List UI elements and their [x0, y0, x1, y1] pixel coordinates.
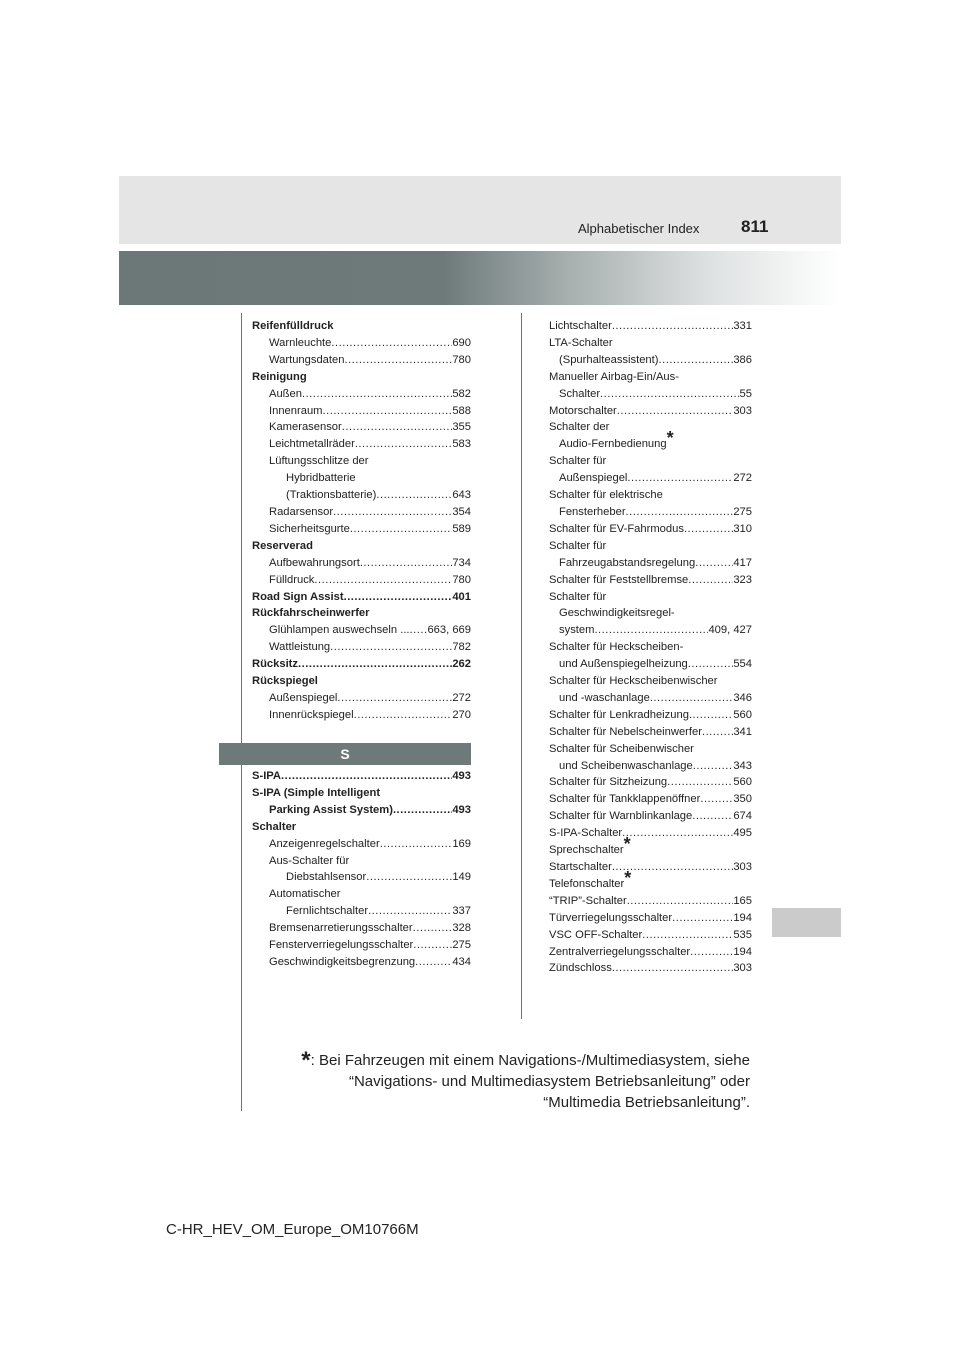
index-entry [252, 521, 471, 538]
index-heading: Reinigung [252, 370, 307, 383]
index-entry [549, 555, 752, 572]
entry-label: Außenspiegel [559, 472, 628, 485]
footnote [260, 1047, 750, 1113]
dot-leader [355, 436, 453, 453]
entry-page-number: 169 [452, 837, 471, 850]
dot-leader [700, 791, 733, 808]
index-entry [252, 954, 471, 971]
entry-page-number: 275 [452, 939, 471, 952]
dot-leader [688, 572, 733, 589]
index-entry [549, 808, 752, 825]
index-entry [252, 937, 471, 954]
entry-label: Innenraum [269, 404, 323, 417]
entry-label: (Spurhalteassistent) [559, 353, 659, 366]
entry-label: Diebstahlsensor [286, 871, 367, 884]
dot-leader [337, 690, 452, 707]
dot-leader [622, 825, 733, 842]
dot-leader [642, 927, 733, 944]
index-entry [252, 555, 471, 572]
entry-label: Road Sign Assist [252, 590, 344, 603]
dot-leader [323, 403, 453, 420]
dot-leader [612, 318, 734, 335]
dot-leader [368, 903, 452, 920]
index-entry [549, 470, 752, 487]
index-line: LTA-Schalter [549, 336, 613, 349]
header-band [119, 176, 841, 244]
index-entry [252, 690, 471, 707]
entry-page-number: 270 [452, 708, 471, 721]
dot-leader [393, 802, 452, 819]
entry-page-number: 337 [452, 905, 471, 918]
index-entry [252, 920, 471, 937]
entry-page-number: 343 [733, 759, 752, 772]
entry-label: Außenspiegel [269, 691, 338, 704]
entry-label: Sicherheitsgurte [269, 522, 350, 535]
index-entry [252, 707, 471, 724]
entry-page-number: 588 [452, 404, 471, 417]
entry-page-number: 310 [733, 522, 752, 535]
index-heading: Rückspiegel [252, 675, 318, 688]
entry-page-number: 272 [733, 472, 752, 485]
index-column-1 [252, 318, 471, 724]
entry-label: Fensterverriegelungsschalter [269, 939, 414, 952]
index-heading: S-IPA (Simple Intelligent [252, 786, 381, 799]
index-entry [252, 802, 471, 819]
index-heading: Reserverad [252, 539, 313, 552]
dot-leader [684, 521, 733, 538]
entry-page-number: 331 [733, 320, 752, 332]
entry-page-number: 303 [733, 962, 752, 975]
left-margin-line [241, 313, 242, 1111]
index-entry [549, 758, 752, 775]
entry-page-number: 323 [733, 573, 752, 586]
entry-label: Geschwindigkeitsbegrenzung [269, 955, 416, 968]
entry-label: Bremsenarretierungsschalter [269, 922, 413, 935]
footnote-marker: * [624, 867, 632, 888]
entry-label: Parking Assist System) [269, 803, 393, 816]
index-entry [252, 768, 471, 785]
entry-label: und -waschanlage [559, 691, 650, 704]
index-entry [549, 944, 752, 961]
entry-page-number: 583 [452, 438, 471, 451]
entry-label: S-IPA-Schalter [549, 827, 623, 840]
index-entry [252, 622, 471, 639]
index-heading: Schalter [252, 820, 297, 833]
entry-page-number: 303 [733, 861, 752, 873]
entry-page-number: 434 [452, 955, 471, 968]
gradient-bar [119, 251, 841, 305]
entry-page-number: 582 [452, 387, 471, 400]
chapter-tab [772, 908, 841, 937]
dot-leader [626, 504, 734, 521]
entry-label: und Scheibenwaschanlage [559, 759, 693, 772]
entry-label: Schalter für Feststellbremse [549, 573, 689, 586]
entry-label: Fernlichtschalter [286, 905, 369, 918]
dot-leader [314, 572, 452, 589]
column-divider-line [521, 313, 522, 1019]
index-entry [549, 656, 752, 673]
index-line: Schalter für elektrische [549, 489, 663, 502]
index-entry [549, 960, 752, 977]
index-line: Schalter für Heckscheibenwischer [549, 675, 718, 688]
entry-page-number: 690 [452, 336, 471, 349]
entry-label: “TRIP”-Schalter [549, 894, 627, 907]
index-line: Schalter für Heckscheiben- [549, 641, 684, 654]
section-title: Alphabetischer Index [578, 221, 700, 236]
index-line: Schalter für [549, 590, 607, 603]
index-entry [252, 335, 471, 352]
dot-leader [672, 910, 733, 927]
footnote-marker: * [623, 834, 631, 855]
entry-label: Startschalter [549, 861, 612, 873]
letter-divider-s: S [219, 743, 471, 765]
index-line: Schalter für Scheibenwischer [549, 742, 694, 755]
dot-leader [413, 920, 453, 937]
entry-page-number: 674 [733, 810, 752, 823]
index-line: Aus-Schalter für [269, 854, 350, 867]
entry-label: Wartungsdaten [269, 353, 345, 366]
index-entry [549, 690, 752, 707]
index-entry [549, 724, 752, 741]
entry-label: Außen [269, 387, 302, 400]
index-line: Schalter der [549, 421, 610, 434]
entry-label: Türverriegelungsschalter [549, 911, 673, 924]
entry-page-number: 328 [452, 922, 471, 935]
index-entry [252, 903, 471, 920]
entry-page-number: 417 [733, 556, 752, 569]
index-entry [252, 352, 471, 369]
entry-page-number: 495 [733, 827, 752, 840]
dot-leader [366, 869, 452, 886]
index-entry [252, 869, 471, 886]
index-entry [252, 386, 471, 403]
entry-label: Warnleuchte [269, 336, 332, 349]
index-line: Automatischer [269, 888, 341, 901]
entry-page-number: 782 [452, 641, 471, 654]
dot-leader [380, 836, 453, 853]
index-entry [549, 825, 752, 842]
entry-label: Schalter für Sitzheizung [549, 776, 668, 789]
index-line: Lüftungsschlitze der [269, 455, 369, 468]
entry-label: VSC OFF-Schalter [549, 928, 643, 941]
index-entry [549, 893, 752, 910]
index-column-2 [549, 318, 752, 977]
dot-leader [627, 893, 734, 910]
dot-leader [330, 639, 452, 656]
dot-leader [350, 521, 452, 538]
dot-leader [354, 707, 453, 724]
footnote-marker: * [666, 428, 674, 449]
index-entry [549, 927, 752, 944]
dot-leader [333, 504, 452, 521]
index-column-s [252, 768, 471, 971]
entry-page-number: 663, 669 [427, 624, 471, 637]
entry-label: Schalter [559, 387, 601, 400]
index-entry [252, 589, 471, 606]
entry-label: Zündschloss [549, 962, 612, 975]
entry-page-number: 589 [452, 522, 471, 535]
entry-label: Motorschalter [549, 404, 617, 417]
dot-leader [693, 758, 734, 775]
entry-page-number: 560 [733, 708, 752, 721]
dot-leader [627, 470, 733, 487]
index-entry [549, 318, 752, 335]
entry-label: Wattleistung [269, 641, 331, 654]
index-entry [549, 521, 752, 538]
entry-label: (Traktionsbatterie) [286, 489, 377, 502]
dot-leader [302, 386, 452, 403]
entry-page-number: 346 [733, 691, 752, 704]
entry-label: Glühlampen auswechseln ... [269, 624, 410, 637]
page-number: 811 [741, 217, 769, 236]
footnote-asterisk: * [301, 1047, 311, 1074]
entry-page-number: 194 [733, 911, 752, 924]
dot-leader [650, 690, 734, 707]
entry-label: Leichtmetallräder [269, 438, 355, 451]
index-entry [252, 639, 471, 656]
entry-label: Radarsensor [269, 505, 334, 518]
entry-page-number: 194 [733, 945, 752, 958]
entry-label: und Außenspiegelheizung [559, 658, 688, 671]
index-entry-with-footnote: Telefonschalter* [549, 867, 632, 890]
entry-label: Schalter für EV-Fahrmodus [549, 522, 684, 535]
index-entry [549, 791, 752, 808]
index-line: Manueller Airbag-Ein/Aus- [549, 370, 679, 383]
dot-leader [344, 352, 452, 369]
index-entry-with-footnote: Sprechschalter* [549, 834, 631, 857]
index-heading: Reifenfülldruck [252, 320, 334, 332]
dot-leader [298, 656, 452, 673]
entry-label: Schalter für Tankklappenöffner [549, 793, 701, 806]
index-entry-with-footnote: Audio-Fernbedienung* [559, 428, 674, 451]
entry-page-number: 355 [452, 421, 471, 434]
index-entry [252, 487, 471, 504]
dot-leader [600, 386, 740, 403]
entry-page-number: 341 [733, 725, 752, 738]
entry-page-number: 55 [739, 387, 752, 400]
entry-page-number: 734 [452, 556, 471, 569]
entry-label: Fensterheber [559, 505, 626, 518]
entry-page-number: 149 [452, 871, 471, 884]
dot-leader [594, 622, 708, 639]
dot-leader [281, 768, 452, 785]
index-line: Hybridbatterie [286, 472, 356, 485]
index-entry [252, 504, 471, 521]
index-entry [252, 836, 471, 853]
dot-leader [692, 808, 733, 825]
index-entry [549, 403, 752, 420]
entry-label: Innenrückspiegel [269, 708, 354, 721]
index-entry [549, 352, 752, 369]
footnote-line-2: “Navigations- und Multimediasystem Betriebsanleitung” oder [348, 1073, 750, 1090]
dot-leader [376, 487, 452, 504]
index-entry [549, 774, 752, 791]
dot-leader [360, 555, 453, 572]
entry-label: Fahrzeugabstandsregelung [559, 556, 696, 569]
entry-label: system [559, 624, 595, 637]
dot-leader [344, 589, 453, 606]
dot-leader [688, 656, 734, 673]
index-line: Schalter für [549, 455, 607, 468]
entry-page-number: 275 [733, 505, 752, 518]
index-line: Geschwindigkeitsregel- [559, 607, 675, 620]
dot-leader [612, 960, 734, 977]
entry-page-number: 165 [733, 894, 752, 907]
entry-page-number: 493 [452, 803, 471, 816]
entry-label: Schalter für Nebelscheinwerfer [549, 725, 702, 738]
entry-label: S-IPA [252, 770, 282, 782]
dot-leader [617, 403, 734, 420]
index-entry [549, 504, 752, 521]
index-entry [252, 436, 471, 453]
entry-page-number: 350 [733, 793, 752, 806]
dot-leader [415, 954, 452, 971]
index-entry [549, 572, 752, 589]
index-entry [549, 622, 752, 639]
entry-page-number: 401 [452, 590, 471, 603]
index-entry [549, 707, 752, 724]
dot-leader [702, 724, 733, 741]
dot-leader [689, 707, 733, 724]
dot-leader [690, 944, 733, 961]
entry-label: Lichtschalter [549, 320, 612, 332]
dot-leader [342, 419, 453, 436]
footnote-line-1: *: Bei Fahrzeugen mit einem Navigations-/Multimediasystem, siehe [301, 1047, 750, 1074]
entry-page-number: 554 [733, 658, 752, 671]
entry-label: Kamerasensor [269, 421, 342, 434]
entry-page-number: 643 [452, 489, 471, 502]
index-heading: Rückfahrscheinwerfer [252, 607, 370, 620]
index-line: Schalter für [549, 539, 607, 552]
entry-label: Rücksitz [252, 658, 299, 671]
entry-label: Schalter für Warnblinkanlage [549, 810, 693, 823]
entry-page-number: 560 [733, 776, 752, 789]
entry-page-number: 386 [733, 353, 752, 366]
entry-page-number: 272 [452, 691, 471, 704]
dot-leader [413, 937, 452, 954]
entry-page-number: 354 [452, 505, 471, 518]
entry-label: Zentralverriegelungsschalter [549, 945, 691, 958]
index-entry [252, 656, 471, 673]
document-id: C-HR_HEV_OM_Europe_OM10766M [166, 1221, 419, 1238]
entry-page-number: 303 [733, 404, 752, 417]
index-entry [549, 859, 752, 876]
entry-label: Anzeigenregelschalter [269, 837, 380, 850]
dot-leader [667, 774, 733, 791]
dot-leader [695, 555, 733, 572]
index-entry [549, 910, 752, 927]
index-entry [252, 572, 471, 589]
index-entry [252, 403, 471, 420]
entry-page-number: 780 [452, 573, 471, 586]
entry-label: Fülldruck [269, 573, 315, 586]
footnote-line-3: “Multimedia Betriebsanleitung”. [543, 1094, 750, 1111]
entry-page-number: 262 [452, 658, 471, 671]
entry-label: Schalter für Lenkradheizung [549, 708, 689, 721]
entry-page-number: 780 [452, 353, 471, 366]
index-entry [549, 386, 752, 403]
entry-page-number: 493 [452, 770, 471, 782]
entry-label: Aufbewahrungsort [269, 556, 360, 569]
entry-page-number: 535 [733, 928, 752, 941]
dot-leader [410, 622, 428, 639]
entry-page-number: 409, 427 [708, 624, 752, 637]
index-entry [252, 419, 471, 436]
dot-leader [659, 352, 734, 369]
dot-leader [331, 335, 452, 352]
